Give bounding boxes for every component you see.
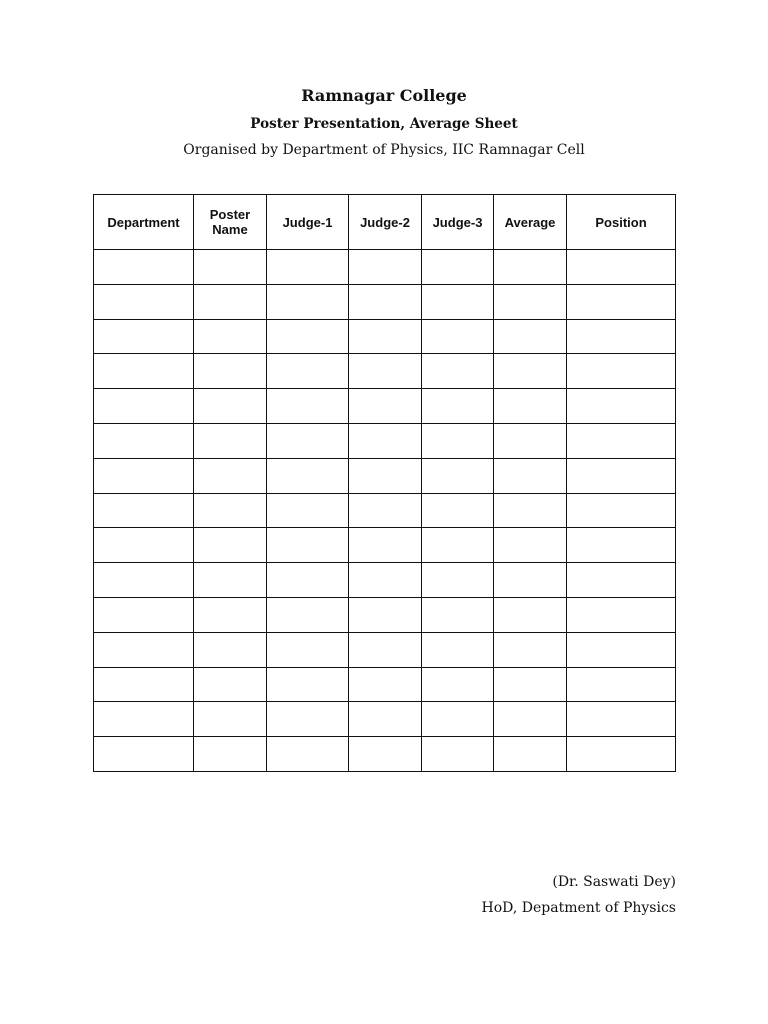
table-cell [349,597,422,632]
table-cell [349,632,422,667]
table-cell [267,737,349,772]
table-cell [422,354,494,389]
table-cell [494,493,567,528]
table-cell [349,493,422,528]
table-cell [94,563,194,598]
table-cell [194,597,267,632]
table-row [94,632,676,667]
table-cell [349,702,422,737]
table-cell [494,667,567,702]
header-row [94,195,676,250]
table-cell [349,563,422,598]
column-header-judge-2: Judge-2 [349,195,422,250]
column-header-department: Department [94,195,194,250]
table-cell [567,284,676,319]
table-cell [422,250,494,285]
table-cell [567,319,676,354]
table-cell [567,528,676,563]
table-cell [194,667,267,702]
table-cell [567,354,676,389]
table-cell [94,389,194,424]
table-cell [567,423,676,458]
table-cell [494,389,567,424]
table-cell [267,458,349,493]
table-cell [422,597,494,632]
table-cell [494,563,567,598]
table-cell [267,389,349,424]
table-cell [567,737,676,772]
column-header-average: Average [494,195,567,250]
column-header-judge-3: Judge-3 [422,195,494,250]
table-cell [422,284,494,319]
signatory-name: (Dr. Saswati Dey) [552,874,676,890]
table-cell [349,354,422,389]
table-cell [349,250,422,285]
organiser-line: Organised by Department of Physics, IIC Ramnagar Cell [183,142,585,158]
table-cell [267,250,349,285]
college-title: Ramnagar College [301,86,467,105]
table-cell [267,528,349,563]
table-cell [422,423,494,458]
table-cell [494,737,567,772]
table-cell [422,563,494,598]
table-cell [422,667,494,702]
table-cell [349,667,422,702]
table-cell [567,250,676,285]
table-row [94,389,676,424]
table-cell [349,389,422,424]
column-header-poster-name: Poster Name [194,195,267,250]
table-cell [494,319,567,354]
table-cell [194,284,267,319]
table-row [94,597,676,632]
table-cell [349,319,422,354]
table-row [94,319,676,354]
table-cell [267,493,349,528]
table-cell [494,284,567,319]
table-row [94,458,676,493]
table-cell [194,632,267,667]
table-cell [422,458,494,493]
signatory-role: HoD, Depatment of Physics [481,900,676,916]
table-cell [194,354,267,389]
table-row [94,250,676,285]
table-cell [94,597,194,632]
table-cell [267,632,349,667]
table-cell [422,389,494,424]
table-cell [349,737,422,772]
table-cell [194,702,267,737]
table-cell [494,458,567,493]
table-cell [349,284,422,319]
table-cell [567,597,676,632]
table-cell [567,389,676,424]
table-cell [422,632,494,667]
table-cell [494,250,567,285]
table-cell [94,284,194,319]
table-row [94,423,676,458]
table-cell [267,284,349,319]
table-cell [194,493,267,528]
table-cell [267,702,349,737]
table-cell [94,632,194,667]
table-cell [422,493,494,528]
table-cell [567,632,676,667]
table-cell [267,354,349,389]
column-header-position: Position [567,195,676,250]
table-cell [349,423,422,458]
table-cell [94,528,194,563]
table-cell [267,319,349,354]
table-row [94,702,676,737]
average-sheet-table [93,194,676,772]
table-cell [567,563,676,598]
table-cell [94,319,194,354]
table-cell [194,528,267,563]
table-cell [94,493,194,528]
table-cell [567,493,676,528]
table-row [94,284,676,319]
table-cell [194,319,267,354]
table-cell [422,737,494,772]
column-header-judge-1: Judge-1 [267,195,349,250]
table-cell [349,458,422,493]
table-row [94,737,676,772]
table-cell [94,354,194,389]
table-row [94,354,676,389]
table-cell [567,667,676,702]
table-body [94,250,676,772]
table-cell [94,250,194,285]
table-cell [194,458,267,493]
table-cell [267,563,349,598]
table-cell [94,702,194,737]
table-cell [267,667,349,702]
table-cell [567,458,676,493]
table-cell [94,737,194,772]
table-cell [267,597,349,632]
table-cell [422,319,494,354]
table-cell [567,702,676,737]
table-cell [494,597,567,632]
table-cell [349,528,422,563]
table-cell [422,702,494,737]
table-cell [494,423,567,458]
sheet-subtitle: Poster Presentation, Average Sheet [250,116,518,132]
table-row [94,528,676,563]
table-cell [194,563,267,598]
table-cell [94,458,194,493]
table-cell [422,528,494,563]
table-cell [194,389,267,424]
table-cell [494,528,567,563]
table-cell [494,632,567,667]
table-cell [194,250,267,285]
table-cell [494,702,567,737]
table-cell [267,423,349,458]
table-cell [494,354,567,389]
table-cell [94,423,194,458]
table-row [94,493,676,528]
table-row [94,667,676,702]
table-cell [194,423,267,458]
table-row [94,563,676,598]
table-cell [194,737,267,772]
table-cell [94,667,194,702]
